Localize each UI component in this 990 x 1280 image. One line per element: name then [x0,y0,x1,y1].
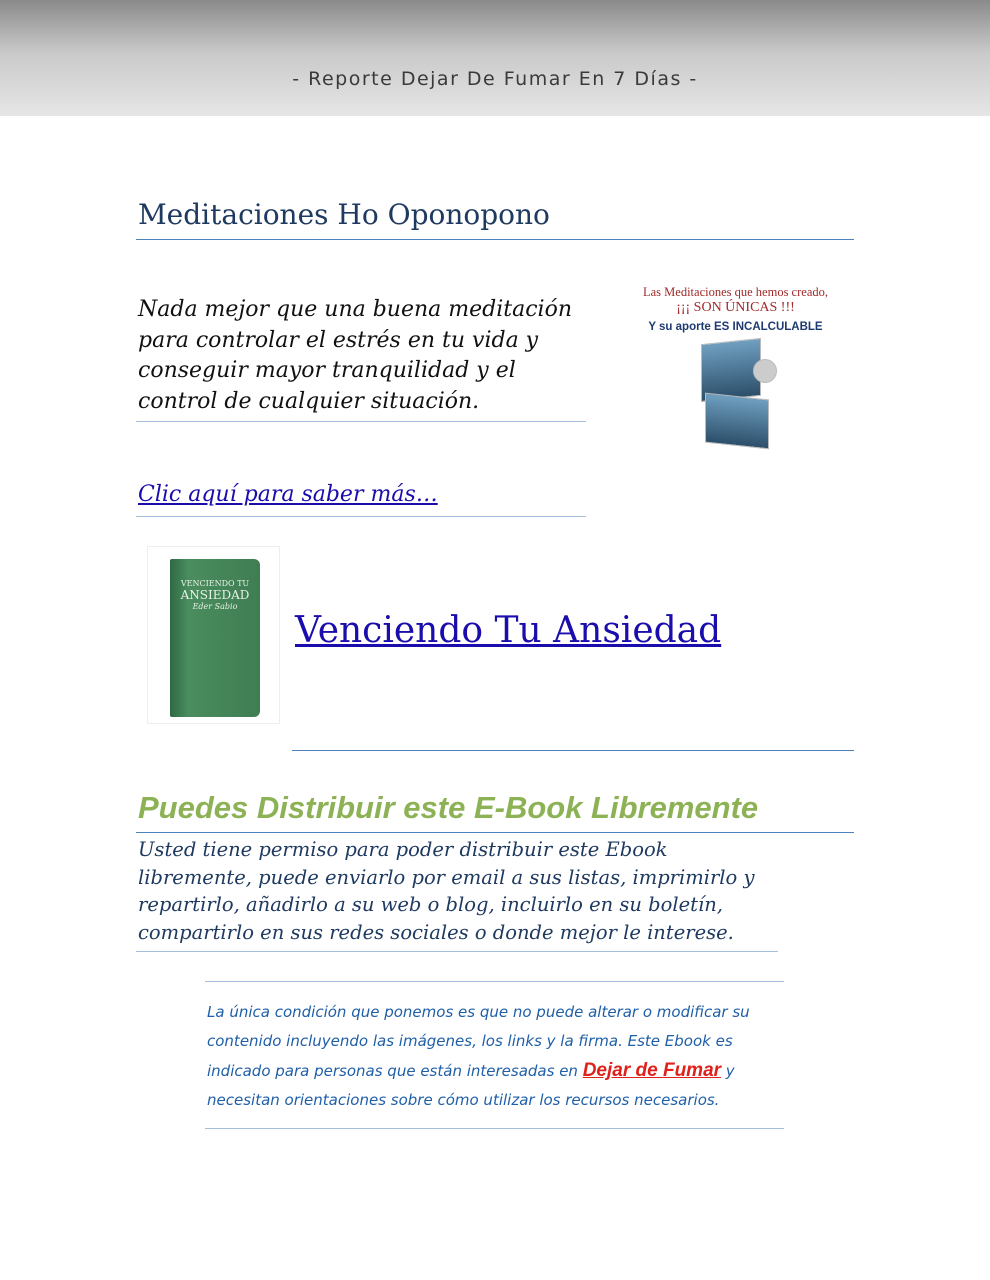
distribution-paragraph: Usted tiene permiso para poder distribuir este Ebook libremente, puede enviarlo por email a sus listas, imprimirlo y repartirlo, añadirlo a su web o blog, incluirlo en su boletín, compartirlo en sus redes sociales o donde mejor le interese. [138,838,755,944]
book-cover-image[interactable]: VENCIENDO TU ANSIEDAD Eder Sabio [147,546,280,724]
divider [205,1128,784,1129]
divider [136,832,854,833]
header-title: - Reporte Dejar De Fumar En 7 Días - [292,68,698,90]
cd-stack-image [691,341,781,451]
dejar-de-fumar-link[interactable]: Dejar de Fumar [582,1060,722,1081]
venciendo-ansiedad-link[interactable]: Venciendo Tu Ansiedad [295,610,722,651]
intro-text: Nada mejor que una buena meditación para controlar el estrés en tu vida y conseguir mayor tranquilidad y el control de cualquier situación. [138,297,573,414]
meditations-promo-image[interactable]: Las Meditaciones que hemos creado, ¡¡¡ SON ÚNICAS !!! Y su aporte ES INCALCULABLE [628,285,843,451]
divider [136,951,778,952]
divider [136,516,586,517]
divider [205,981,784,982]
divider [136,421,586,422]
condition-paragraph: La única condición que ponemos es que no puede alterar o modificar su contenido incluyendo las imágenes, los links y la firma. Este Ebook es indicado para personas que están interesadas en Dejar de Fumar y necesitan orientaciones sobre cómo utilizar los recursos necesarios. [207,1003,750,1109]
page-header [0,0,990,116]
divider [136,239,854,240]
section-title-distribuir: Puedes Distribuir este E-Book Libremente [138,790,759,825]
saber-mas-link[interactable]: Clic aquí para saber más… [138,482,438,507]
section-title-meditaciones: Meditaciones Ho Oponopono [138,198,550,231]
divider [292,750,854,751]
